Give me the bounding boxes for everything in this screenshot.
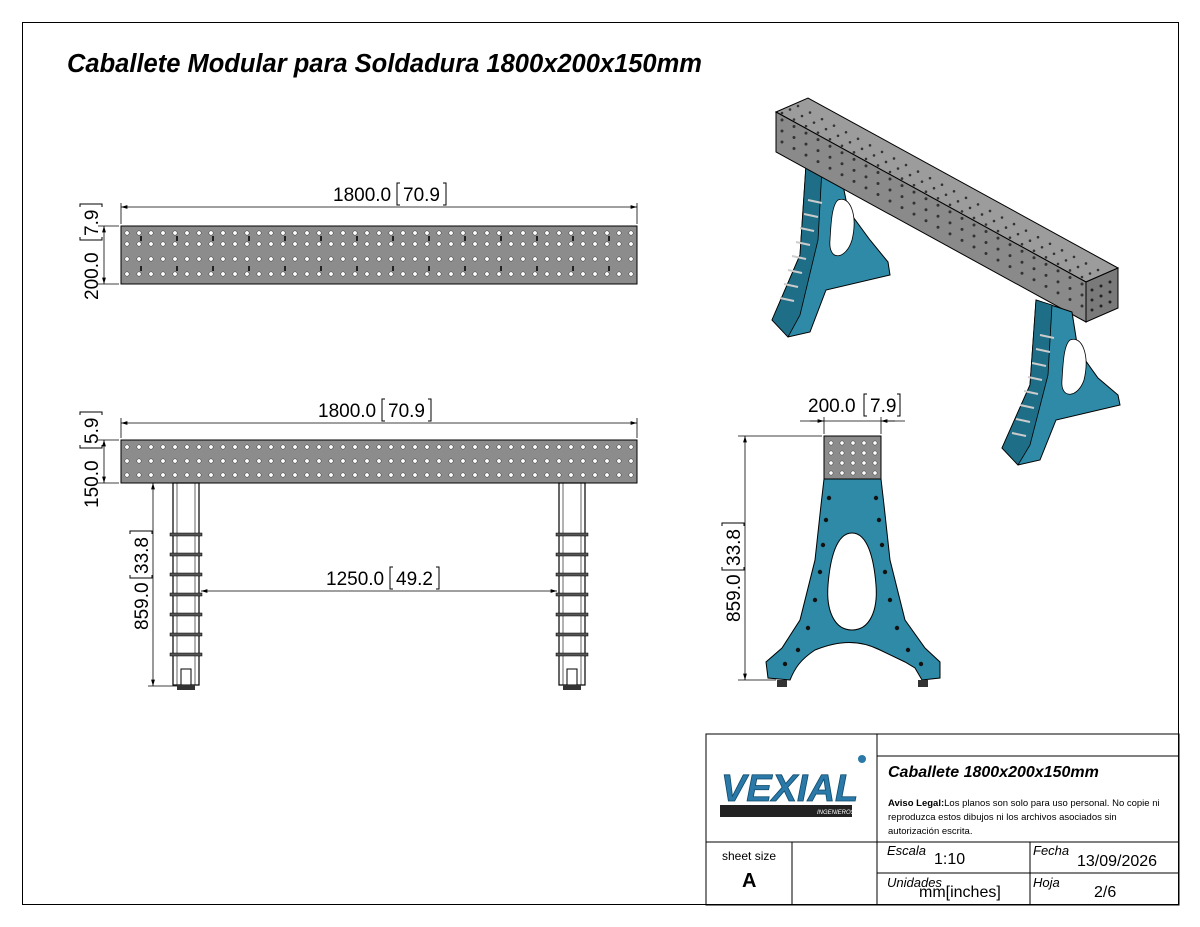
front-leg-spacing-value: 1250.0: [326, 569, 385, 590]
units-value: mm[inches]: [919, 884, 1001, 901]
front-leg-spacing-inch: 49.2: [396, 569, 433, 590]
front-length-value: 1800.0: [318, 401, 377, 422]
top-width-inch: 7.9: [82, 209, 103, 236]
logo-text: VEXIAL: [721, 768, 859, 810]
side-height-inch: 33.8: [724, 529, 745, 566]
legal-line-2: reproduzca estos dibujos ni los archivos asociados sin: [888, 812, 1117, 823]
date-value: 13/09/2026: [1077, 853, 1158, 870]
side-height-value: 859.0: [724, 574, 745, 622]
side-width-value: 200.0: [808, 396, 856, 417]
legal-notice: [888, 797, 1174, 839]
top-length-value: 1800.0: [333, 185, 392, 206]
top-view: [80, 183, 637, 300]
legal-line-1: Los planos son solo para uso personal. No copie ni: [944, 798, 1160, 809]
top-length-inch: 70.9: [403, 185, 440, 206]
front-right-leg: [556, 483, 588, 690]
front-leg-height-inch: 33.8: [132, 537, 153, 574]
sheet-size-label: sheet size: [722, 849, 777, 863]
front-beam-height-value: 150.0: [82, 460, 103, 508]
legal-line-3: autorización escrita.: [888, 826, 973, 837]
part-name: Caballete 1800x200x150mm: [888, 764, 1099, 781]
sheet-value: 2/6: [1094, 884, 1117, 901]
top-width-value: 200.0: [82, 252, 103, 300]
vexial-logo: [720, 755, 866, 817]
date-label: Fecha: [1033, 843, 1070, 858]
logo-subtext: INGENIEROS: [817, 810, 855, 816]
scale-label: Escala: [887, 843, 927, 858]
front-left-leg: [170, 483, 202, 690]
drawing-title: Caballete Modular para Soldadura 1800x200x150mm: [67, 50, 702, 78]
front-leg-height-value: 859.0: [132, 582, 153, 630]
side-view: [722, 394, 940, 687]
iso-right-leg: [1002, 300, 1120, 465]
front-view: [80, 399, 637, 690]
scale-value: 1:10: [934, 851, 966, 868]
sheet-label: Hoja: [1033, 875, 1060, 890]
front-length-inch: 70.9: [388, 401, 425, 422]
side-width-inch: 7.9: [870, 396, 897, 417]
front-beam-height-inch: 5.9: [82, 417, 103, 444]
sheet-size-value: A: [742, 870, 757, 892]
units-label: Unidades: [887, 875, 942, 890]
legal-label: Aviso Legal:: [888, 798, 945, 809]
